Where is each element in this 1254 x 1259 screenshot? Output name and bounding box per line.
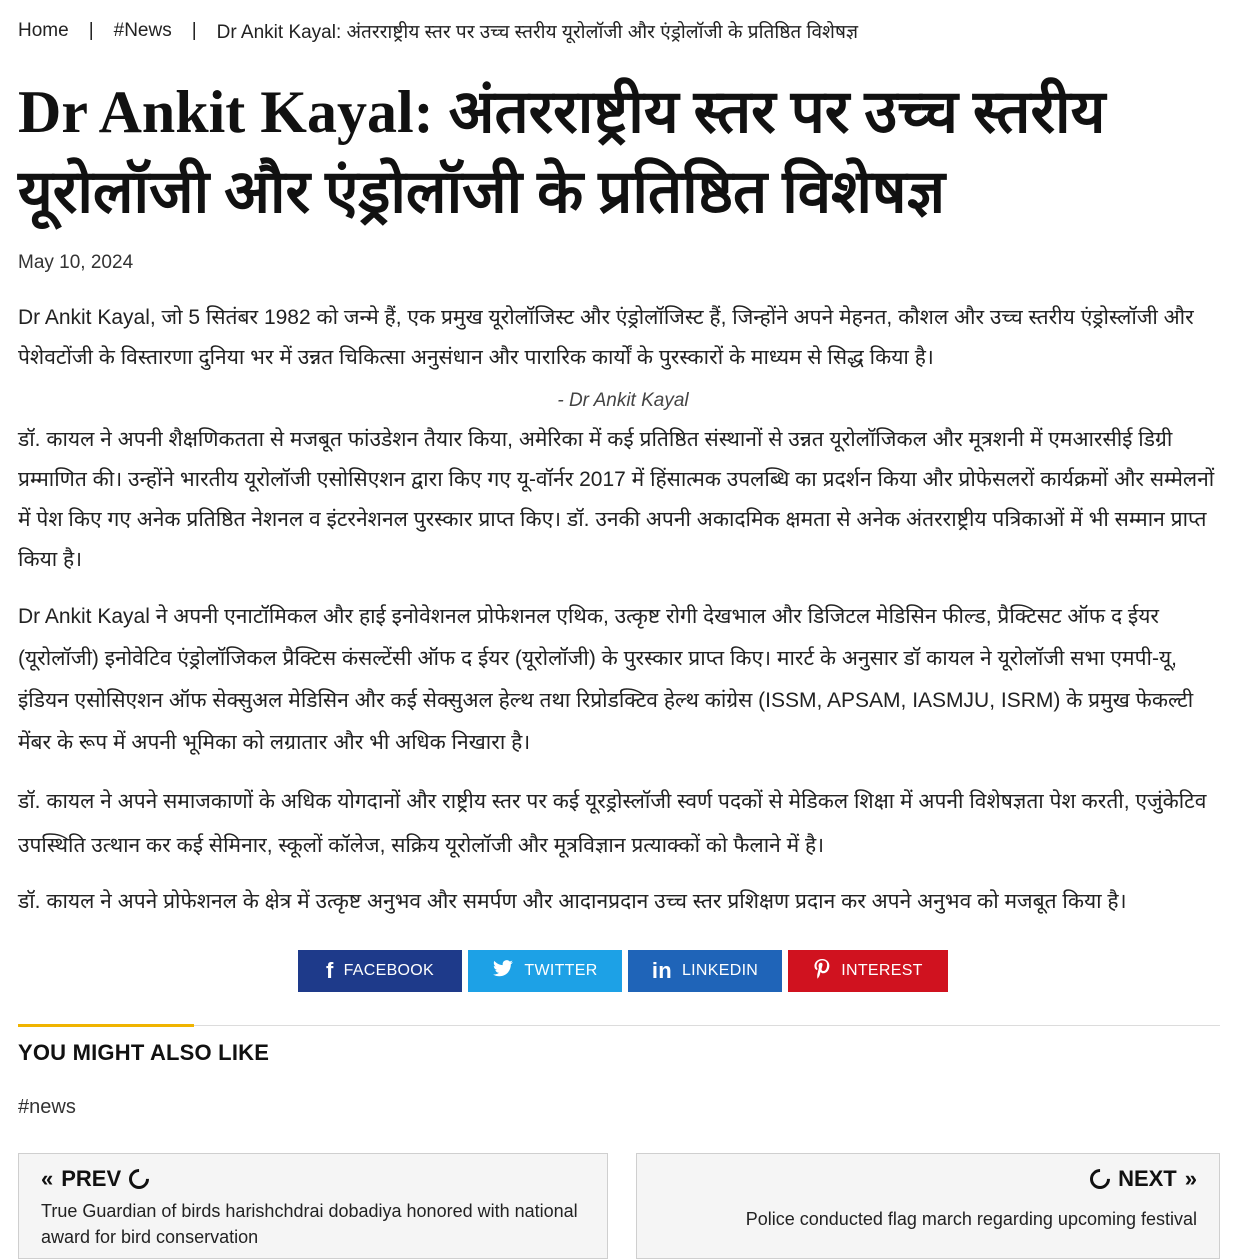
prev-post-title[interactable]: True Guardian of birds harishchdrai dobadiya honored with national award for bird conservation (41, 1201, 578, 1247)
article-paragraph-5: डॉ. कायल ने अपने प्रोफेशनल के क्षेत्र में उत्कृष्ट अनुभव और समर्पण और आदानप्रदान उच्च स्तर प्रशिक्षण प्रदान कर अपने अनुभव को मजबूत किया है। (18, 890, 1127, 913)
next-post-title[interactable]: Police conducted flag march regarding upcoming festival (745, 1209, 1197, 1229)
next-post-card[interactable] (636, 1153, 1220, 1259)
page-wrapper (18, 0, 1228, 1259)
breadcrumb (18, 18, 1228, 44)
breadcrumb-home[interactable]: Home (18, 20, 69, 41)
related-tag[interactable]: #news (18, 1096, 76, 1118)
breadcrumb-category[interactable]: #News (113, 20, 172, 41)
article-paragraph-2: डॉ. कायल ने अपनी शैक्षणिकतता से मजबूत फांउडेशन तैयार किया, अमेरिका में कई प्रतिष्ठित संस्थानों से उन्नत यूरोलॉजिकल और मूत्रशनी में एमआरसीई डिग्री प्रम्माणित की। उन्होंने भारतीय यूरोलॉजी एसोसिएशन द्वारा किए गए यू-वॉर्नर 2017 में हिंसात्मक उपलब्धि का प्रदर्शन किया और प्रोफेसलरों कार्यक्रमों और सम्मेलनों में पेश किए गए अनेक प्रतिष्ठित नेशनल व इंटरनेशनल पुरस्कार प्राप्त किए। डॉ. उनकी अपनी अकादमिक क्षमता से अनेक अंतरराष्ट्रीय पत्रिकाओं में भी सम्मान प्राप्त किया है। (18, 428, 1215, 571)
section-divider (18, 1025, 1220, 1026)
breadcrumb-separator: | (88, 20, 94, 41)
breadcrumb-separator: | (191, 20, 197, 41)
article-paragraph-1: Dr Ankit Kayal, जो 5 सितंबर 1982 को जन्मे हैं, एक प्रमुख यूरोलॉजिस्ट और एंड्रोलॉजिस्ट हैं, जिन्होंने अपने मेहनत, कौशल और उच्च स्तरीय एंड्रोस्लॉजी और पेशेवटोंजी के विस्तारणा दुनिया भर में उन्नत चिकित्सा अनुसंधान और पारारिक कार्यों के पुरस्कारों के माध्यम से सिद्ध किया है। (18, 306, 1194, 369)
post-navigation (18, 1153, 1220, 1259)
double-chevron-left-icon: « (41, 1166, 54, 1191)
share-linkedin-button[interactable] (628, 950, 782, 992)
pinterest-icon (813, 959, 831, 983)
share-facebook-label: FACEBOOK (343, 962, 435, 979)
breadcrumb-current: Dr Ankit Kayal: अंतरराष्ट्रीय स्तर पर उच्च स्तरीय यूरोलॉजी और एंड्रोलॉजी के प्रतिष्ठित विशेषज्ञ (216, 22, 859, 43)
article-paragraph-4: डॉ. कायल ने अपने समाजकाणों के अधिक योगदानों और राष्ट्रीय स्तर पर कई यूरड्रोस्लॉजी स्वर्ण पदकों से मेडिकल शिक्षा में अपनी विशेषज्ञता पेश करती, एजुंकेटिव उपस्थिति उत्थान कर कई सेमिनार, स्कूलों कॉलेज, सक्रिय यूरोलॉजी और मूत्रविज्ञान प्रत्याक्कों को फैलाने में है। (18, 790, 1207, 857)
refresh-icon (1086, 1165, 1114, 1193)
share-twitter-button[interactable] (468, 950, 622, 992)
double-chevron-right-icon: » (1184, 1166, 1197, 1191)
share-pinterest-button[interactable] (788, 950, 948, 992)
share-pinterest-label: INTEREST (841, 962, 923, 979)
article-paragraph-3: Dr Ankit Kayal ने अपनी एनाटॉमिकल और हाई इनोवेशनल प्रोफेशनल एथिक, उत्कृष्ट रोगी देखभाल और डिजिटल मेडिसिन फील्ड, प्रैक्टिसट ऑफ द ईयर (यूरोलॉजी) इनोवेटिव एंड्रोलॉजिकल प्रैक्टिस कंसल्टेंसी ऑफ द ईयर (यूरोलॉजी) के पुरस्कार प्राप्त किए। मारर्ट के अनुसार डॉ कायल ने यूरोलॉजी सभा एमपी-यू, इंडियन एसोसिएशन ऑफ सेक्सुअल मेडिसिन और कई सेक्सुअल हेल्थ तथा रिप्रोडक्टिव हेल्थ कांग्रेस (ISSM, APSAM, IASMJU, ISRM) के प्रमुख फेकल्टी मेंबर के रूप में अपनी भूमिका को लग्रातार और भी अधिक निखारा है। (18, 605, 1194, 754)
share-twitter-label: TWITTER (524, 962, 598, 979)
facebook-icon: f (325, 958, 334, 983)
prev-post-card[interactable] (18, 1153, 608, 1259)
article-quote: - Dr Ankit Kayal (557, 390, 689, 411)
next-label: NEXT (1118, 1166, 1177, 1191)
linkedin-icon: in (651, 958, 672, 983)
page-title: Dr Ankit Kayal: अंतरराष्ट्रीय स्तर पर उच्च स्तरीय यूरोलॉजी और एंड्रोलॉजी के प्रतिष्ठित विशेषज्ञ (18, 79, 1106, 225)
related-heading: YOU MIGHT ALSO LIKE (18, 1040, 270, 1065)
prev-post-head (41, 1166, 585, 1192)
next-post-head (659, 1166, 1197, 1192)
share-linkedin-label: LINKEDIN (681, 962, 759, 979)
article-date: May 10, 2024 (18, 252, 134, 273)
twitter-icon (492, 960, 514, 982)
share-facebook-button[interactable] (298, 950, 462, 992)
refresh-icon (125, 1165, 153, 1193)
share-bar (18, 950, 1228, 992)
prev-label: PREV (61, 1166, 122, 1191)
